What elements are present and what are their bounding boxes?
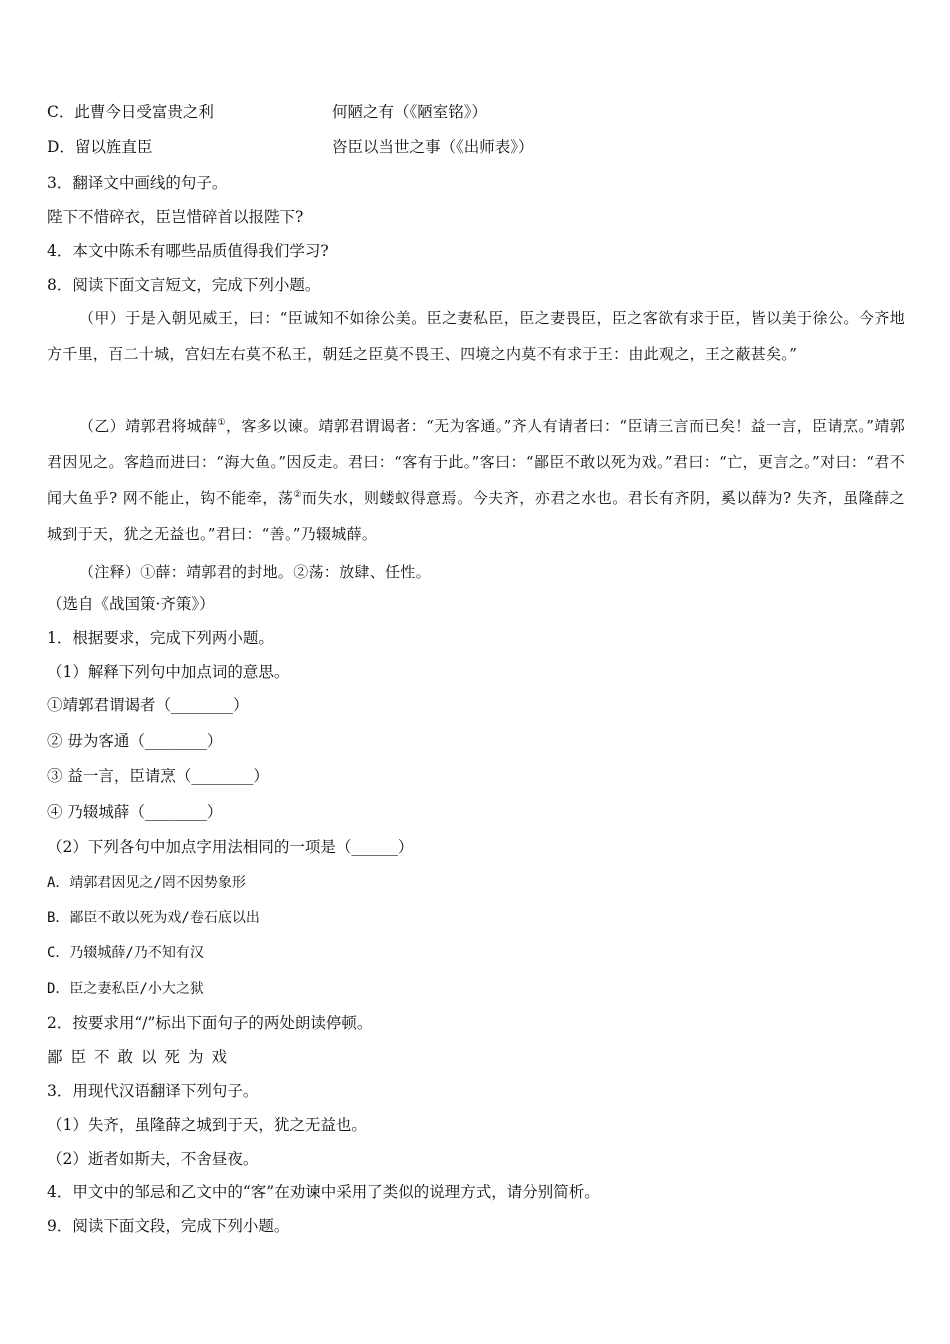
source: （选自《战国策·齐策》） [47,595,215,613]
q3-sentence: 陛下不惜碎衣，臣岂惜碎首以报陛下? [47,208,304,226]
q8-title: 8．阅读下面文言短文，完成下列小题。 [47,276,321,294]
option-text: A．靖郭君因见之/罔不因势象形 [47,875,246,891]
sub1-title: 1．根据要求，完成下列两小题。 [47,629,274,647]
choice-c-right: 何陋之有（《陋室铭》） [332,103,488,121]
sub1-option-b [47,907,260,928]
sub3-title: 3．用现代汉语翻译下列句子。 [47,1082,259,1100]
sub1-item: ④ 乃辍城薛（________） [47,803,223,821]
sub3-item: （1）失齐，虽隆薛之城到于天，犹之无益也。 [47,1116,367,1134]
sub2-sentence: 鄙臣不敢以死为戏 [47,1048,236,1066]
passage-yi-text-3: 而失水，则蝼蚁得意焉。今夫齐，亦君之水也。君长有齐阴，奚以薛为? 失齐，虽隆薛之城到于天，犹之无益也。”君曰：“善。”乃辍城薛。 [47,489,905,543]
sub1-option-d [47,978,204,999]
choice-d-left: D．留以旌直臣 [47,138,153,156]
sub2-title: 2．按要求用“/”标出下面句子的两处朗读停顿。 [47,1014,373,1032]
q3-prompt: 3．翻译文中画线的句子。 [47,174,228,192]
sub3-item: （2）逝者如斯夫，不舍昼夜。 [47,1150,259,1168]
choice-c [47,102,488,122]
notes: （注释）①薛：靖郭君的封地。②荡：放肆、任性。 [79,563,431,581]
passage-jia: （甲）于是入朝见威王，曰：“臣诚知不如徐公美。臣之妻私臣，臣之妻畏臣，臣之客欲有求于臣，皆以美于徐公。今齐地方千里，百二十城，宫妇左右莫不私王，朝廷之臣莫不畏王、四境之内莫不有求于王：由此观之，王之蔽甚矣。” [47,309,905,363]
option-text: D．臣之妻私臣/小大之狱 [47,981,204,997]
sub1-option-a [47,872,246,893]
choice-d-right: 咨臣以当世之事（《出师表》） [332,138,534,156]
footnote-mark-1: ① [217,418,226,428]
option-text: C．乃辍城薛/乃不知有汉 [47,945,204,961]
sub4-title: 4．甲文中的邹忌和乙文中的“客”在劝谏中采用了类似的说理方式，请分别简析。 [47,1183,600,1201]
passage-yi-text-1: （乙）靖郭君将城薛 [79,417,218,435]
choice-c-left: C．此曹今日受富贵之利 [47,103,214,121]
passage-yi-text-2: ，客多以谏。靖郭君谓谒者：“无为客通。”齐人有请者曰：“臣请三言而已矣！益一言，臣请烹。”靖郭君因见之。客趋而进曰：“海大鱼。”因反走。君曰：“客有于此。”客曰：“鄙臣不敢以死为戏。”君曰：“亡，更言之。”对曰：“君不闻大鱼乎? 网不能止，钩不能牵，荡 [47,417,906,507]
sub1-item: ①靖郭君谓谒者（________） [47,696,249,714]
sub1-option-c [47,942,204,963]
q4-prompt: 4．本文中陈禾有哪些品质值得我们学习? [47,242,329,260]
q9-title: 9．阅读下面文段，完成下列小题。 [47,1217,290,1235]
passage-yi [47,408,905,552]
sub1-part2: （2）下列各句中加点字用法相同的一项是（______） [47,838,414,856]
sub1-item: ③ 益一言，臣请烹（________） [47,767,269,785]
choice-d [47,137,534,157]
sub1-item: ② 毋为客通（________） [47,732,223,750]
footnote-mark-2: ② [293,490,302,500]
sub1-part1: （1）解释下列句中加点词的意思。 [47,663,290,681]
option-text: B．鄙臣不敢以死为戏/卷石底以出 [47,910,260,926]
